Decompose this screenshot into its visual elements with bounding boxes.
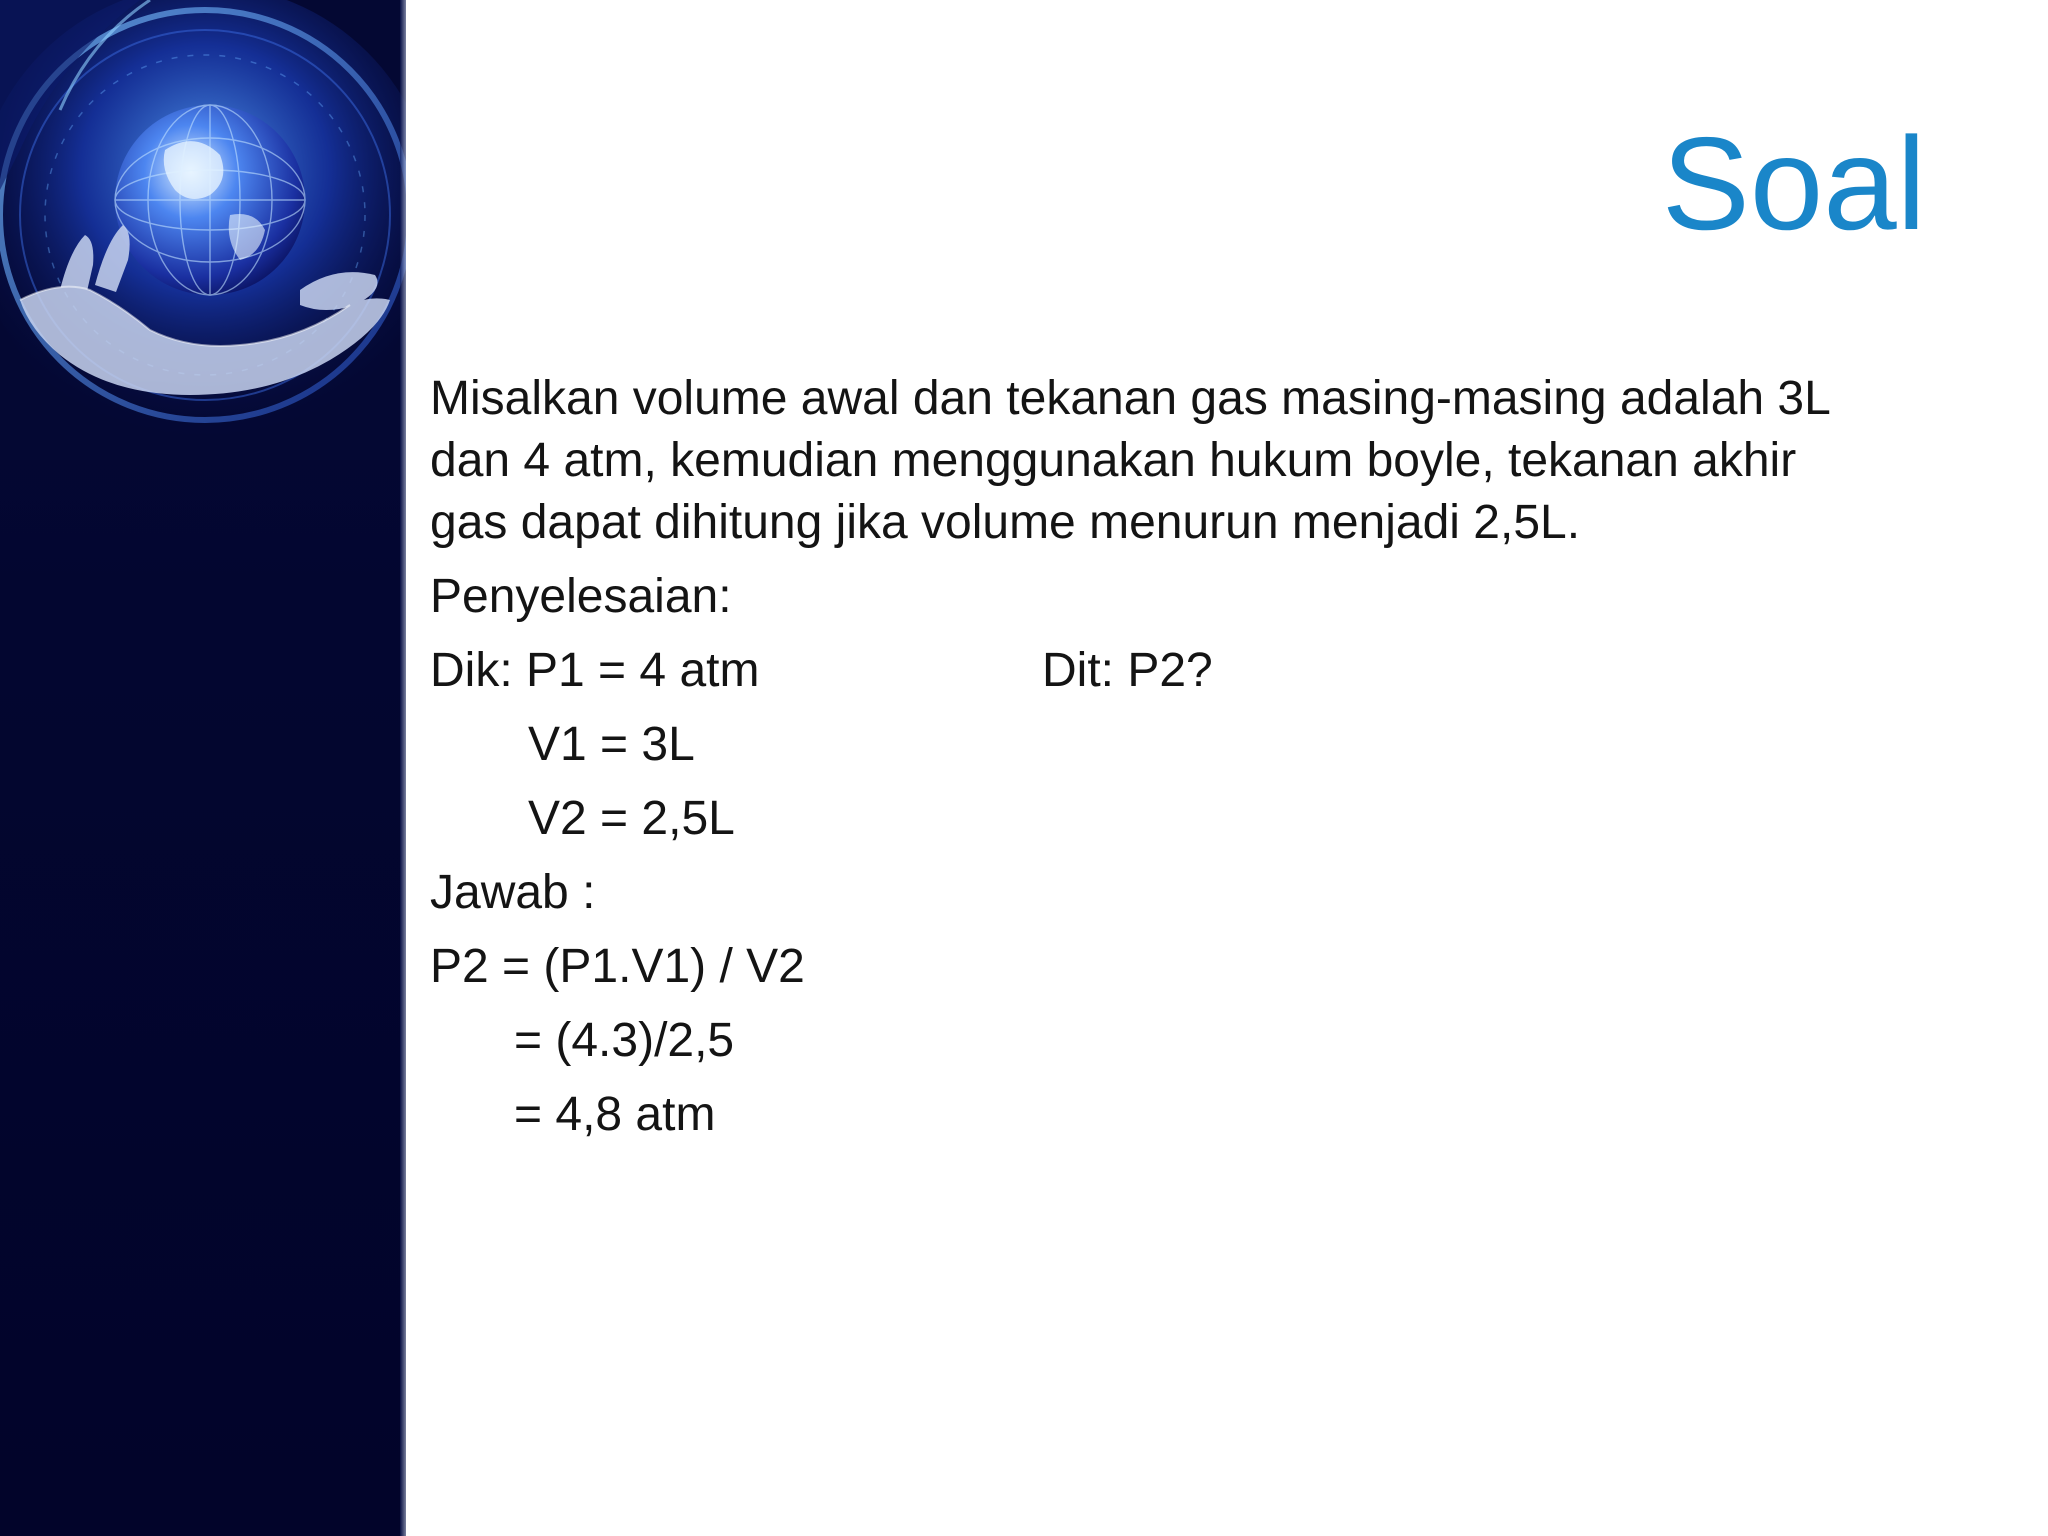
calculation-step: = (4.3)/2,5: [514, 1014, 735, 1067]
known-v2: V2 = 2,5L: [528, 792, 735, 845]
result-row: [430, 1084, 1950, 1146]
known-row-p1: [430, 640, 1950, 702]
sidebar-background: [0, 0, 406, 1536]
calculation-result: = 4,8 atm: [514, 1088, 716, 1141]
answer-label: Jawab :: [430, 866, 596, 919]
asked: Dit: P2?: [1042, 644, 1213, 697]
known-row-v2: [430, 788, 1950, 850]
formula-row: [430, 936, 1950, 998]
solution-label: Penyelesaian:: [430, 570, 732, 623]
globe-in-hands-image: [0, 0, 406, 460]
problem-line: gas dapat dihitung jika volume menurun menjadi 2,5L.: [430, 496, 1581, 549]
slide-title: Soal: [1661, 110, 1926, 257]
problem-line: dan 4 atm, kemudian menggunakan hukum boyle, tekanan akhir: [430, 434, 1797, 487]
known-v1: V1 = 3L: [528, 718, 695, 771]
sidebar-edge: [400, 0, 406, 1536]
problem-line: Misalkan volume awal dan tekanan gas masing-masing adalah 3L: [430, 372, 1831, 425]
formula: P2 = (P1.V1) / V2: [430, 940, 805, 993]
slide-body: [430, 368, 1950, 1146]
known-row-v1: [430, 714, 1950, 776]
answer-row: [430, 862, 1950, 924]
known-p1: Dik: P1 = 4 atm: [430, 644, 760, 697]
step1-row: [430, 1010, 1950, 1072]
